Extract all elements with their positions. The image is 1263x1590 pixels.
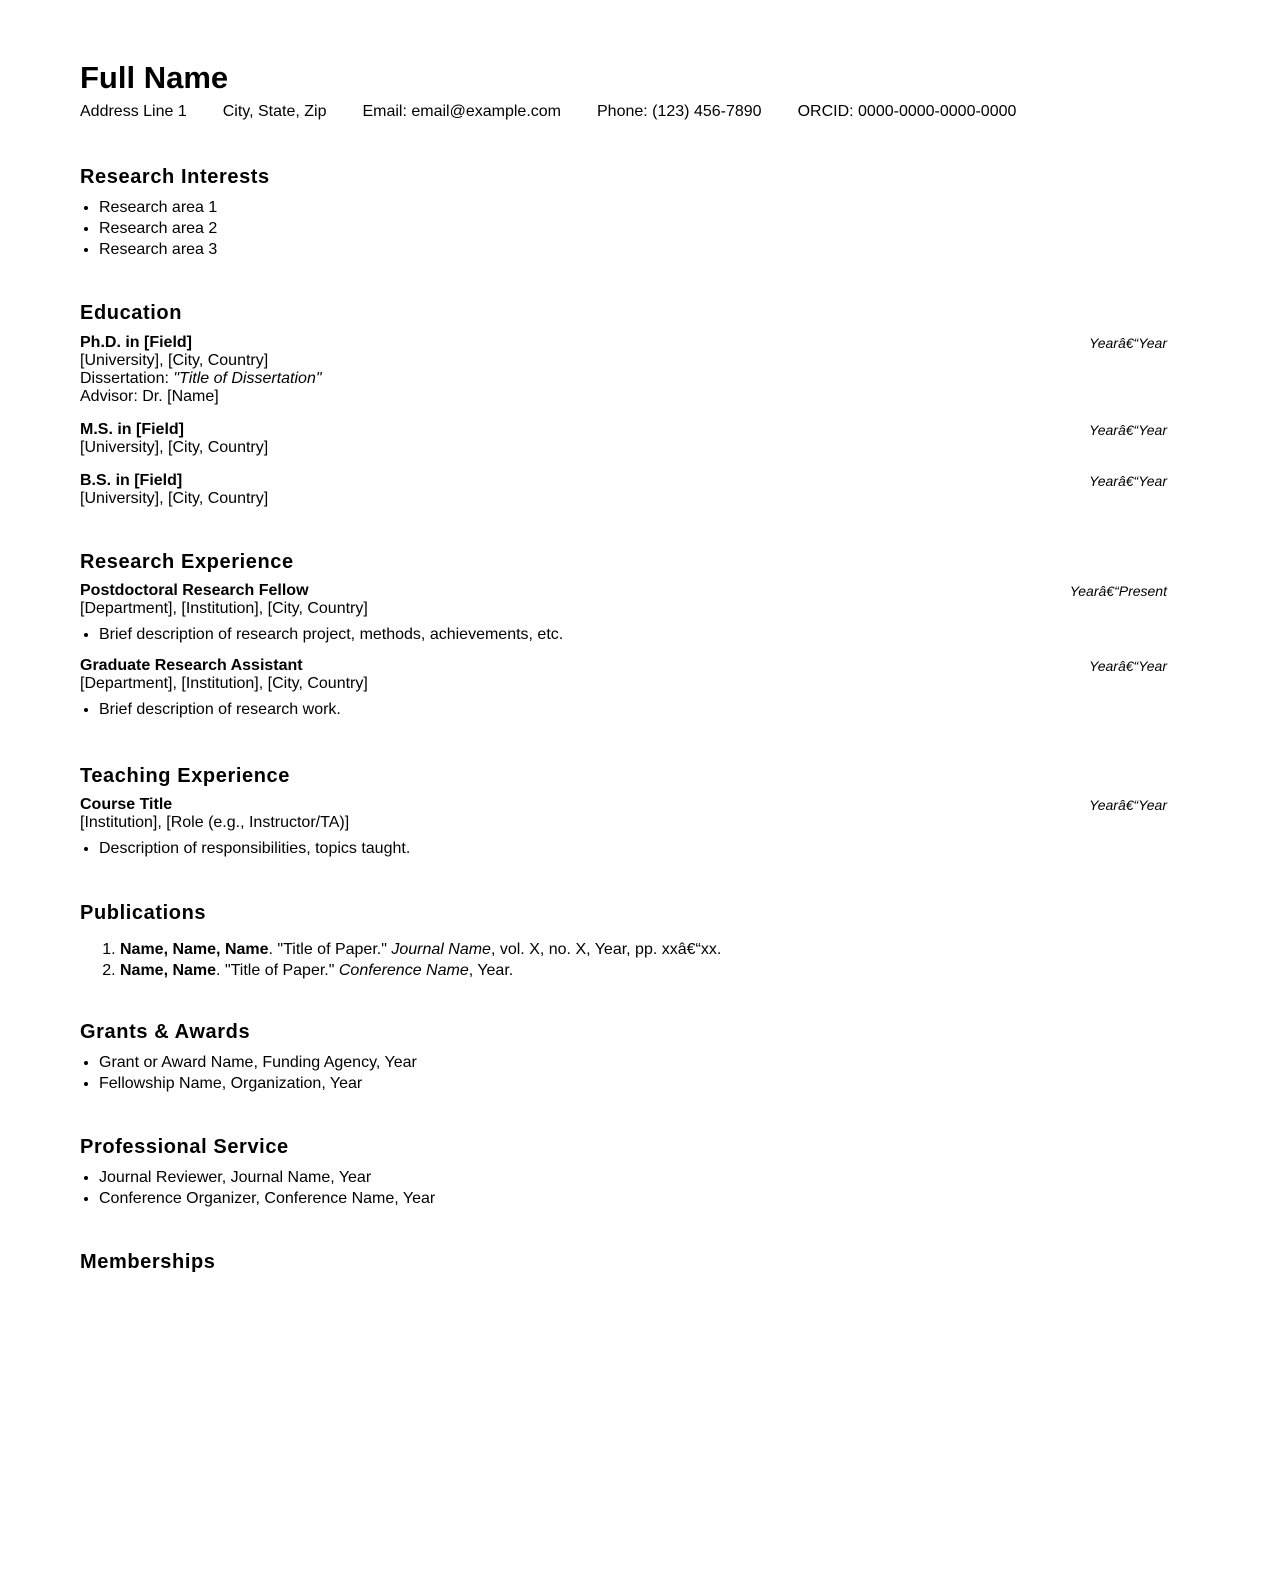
- section-heading: Research Interests: [80, 166, 270, 188]
- section-grants-awards: [80, 1020, 1167, 1094]
- experience-entry: [80, 657, 1167, 720]
- date-range: Yearâ€“Year: [1089, 658, 1167, 674]
- section-memberships: [80, 1250, 1167, 1274]
- list-item: • Journal Reviewer, Journal Name, Year: [99, 1167, 1167, 1188]
- section-heading: Publications: [80, 902, 207, 924]
- section-heading: Grants & Awards: [80, 1021, 251, 1043]
- phone: Phone: (123) 456-7890: [597, 103, 762, 120]
- date-range: Yearâ€“Year: [1089, 335, 1167, 351]
- address: Address Line 1: [80, 103, 187, 120]
- position-title: Graduate Research Assistant: [80, 657, 303, 674]
- section-heading: Research Experience: [80, 551, 294, 573]
- education-entry: [80, 421, 1167, 457]
- dissertation: Dissertation: "Title of Dissertation": [80, 370, 322, 387]
- teaching-entry: [80, 796, 1167, 859]
- list-item: • Fellowship Name, Organization, Year: [99, 1073, 1167, 1094]
- list-item: • Conference Organizer, Conference Name, Year: [99, 1188, 1167, 1209]
- advisor: Advisor: Dr. [Name]: [80, 388, 219, 405]
- section-heading: Teaching Experience: [80, 765, 290, 787]
- institution: [University], [City, Country]: [80, 439, 269, 456]
- publication-item: 1. Name, Name, Name. "Title of Paper." Journal Name, vol. X, no. X, Year, pp. xxâ€“xx.: [120, 939, 1167, 960]
- city-state-zip: City, State, Zip: [222, 103, 327, 120]
- full-name: Full Name: [80, 60, 229, 95]
- section-research-interests: [80, 165, 1167, 260]
- degree-title: M.S. in [Field]: [80, 421, 184, 438]
- list-item: • Research area 1: [99, 197, 1167, 218]
- list-item: • Brief description of research work.: [99, 699, 1167, 720]
- institution: [University], [City, Country]: [80, 352, 269, 369]
- date-range: Yearâ€“Year: [1089, 422, 1167, 438]
- publication-item: 2. Name, Name. "Title of Paper." Conference Name, Year.: [120, 960, 1167, 981]
- position-title: Postdoctoral Research Fellow: [80, 582, 309, 599]
- section-heading: Education: [80, 302, 183, 324]
- experience-entry: [80, 582, 1167, 645]
- section-education: [80, 301, 1167, 508]
- list-item: • Research area 3: [99, 239, 1167, 260]
- institution: [Department], [Institution], [City, Country]: [80, 675, 368, 692]
- section-professional-service: [80, 1135, 1167, 1209]
- education-entry: [80, 334, 1167, 406]
- section-publications: [80, 901, 1167, 981]
- contact-line: [80, 102, 1016, 122]
- list-item: • Description of responsibilities, topics taught.: [99, 838, 1167, 859]
- orcid: ORCID: 0000-0000-0000-0000: [797, 103, 1017, 120]
- section-teaching-experience: [80, 764, 1167, 859]
- email: Email: email@example.com: [362, 103, 561, 120]
- education-entry: [80, 472, 1167, 508]
- degree-title: B.S. in [Field]: [80, 472, 183, 489]
- list-item: • Grant or Award Name, Funding Agency, Year: [99, 1052, 1167, 1073]
- list-item: • Brief description of research project, methods, achievements, etc.: [99, 624, 1167, 645]
- section-heading: Professional Service: [80, 1136, 289, 1158]
- date-range: Yearâ€“Year: [1089, 473, 1167, 489]
- list-item: • Research area 2: [99, 218, 1167, 239]
- section-research-experience: [80, 550, 1167, 720]
- institution: [Institution], [Role (e.g., Instructor/TA)]: [80, 814, 350, 831]
- institution: [Department], [Institution], [City, Country]: [80, 600, 368, 617]
- degree-title: Ph.D. in [Field]: [80, 334, 192, 351]
- course-title: Course Title: [80, 796, 173, 813]
- date-range: Yearâ€“Present: [1069, 583, 1167, 599]
- section-heading: Memberships: [80, 1251, 216, 1273]
- institution: [University], [City, Country]: [80, 490, 269, 507]
- date-range: Yearâ€“Year: [1089, 797, 1167, 813]
